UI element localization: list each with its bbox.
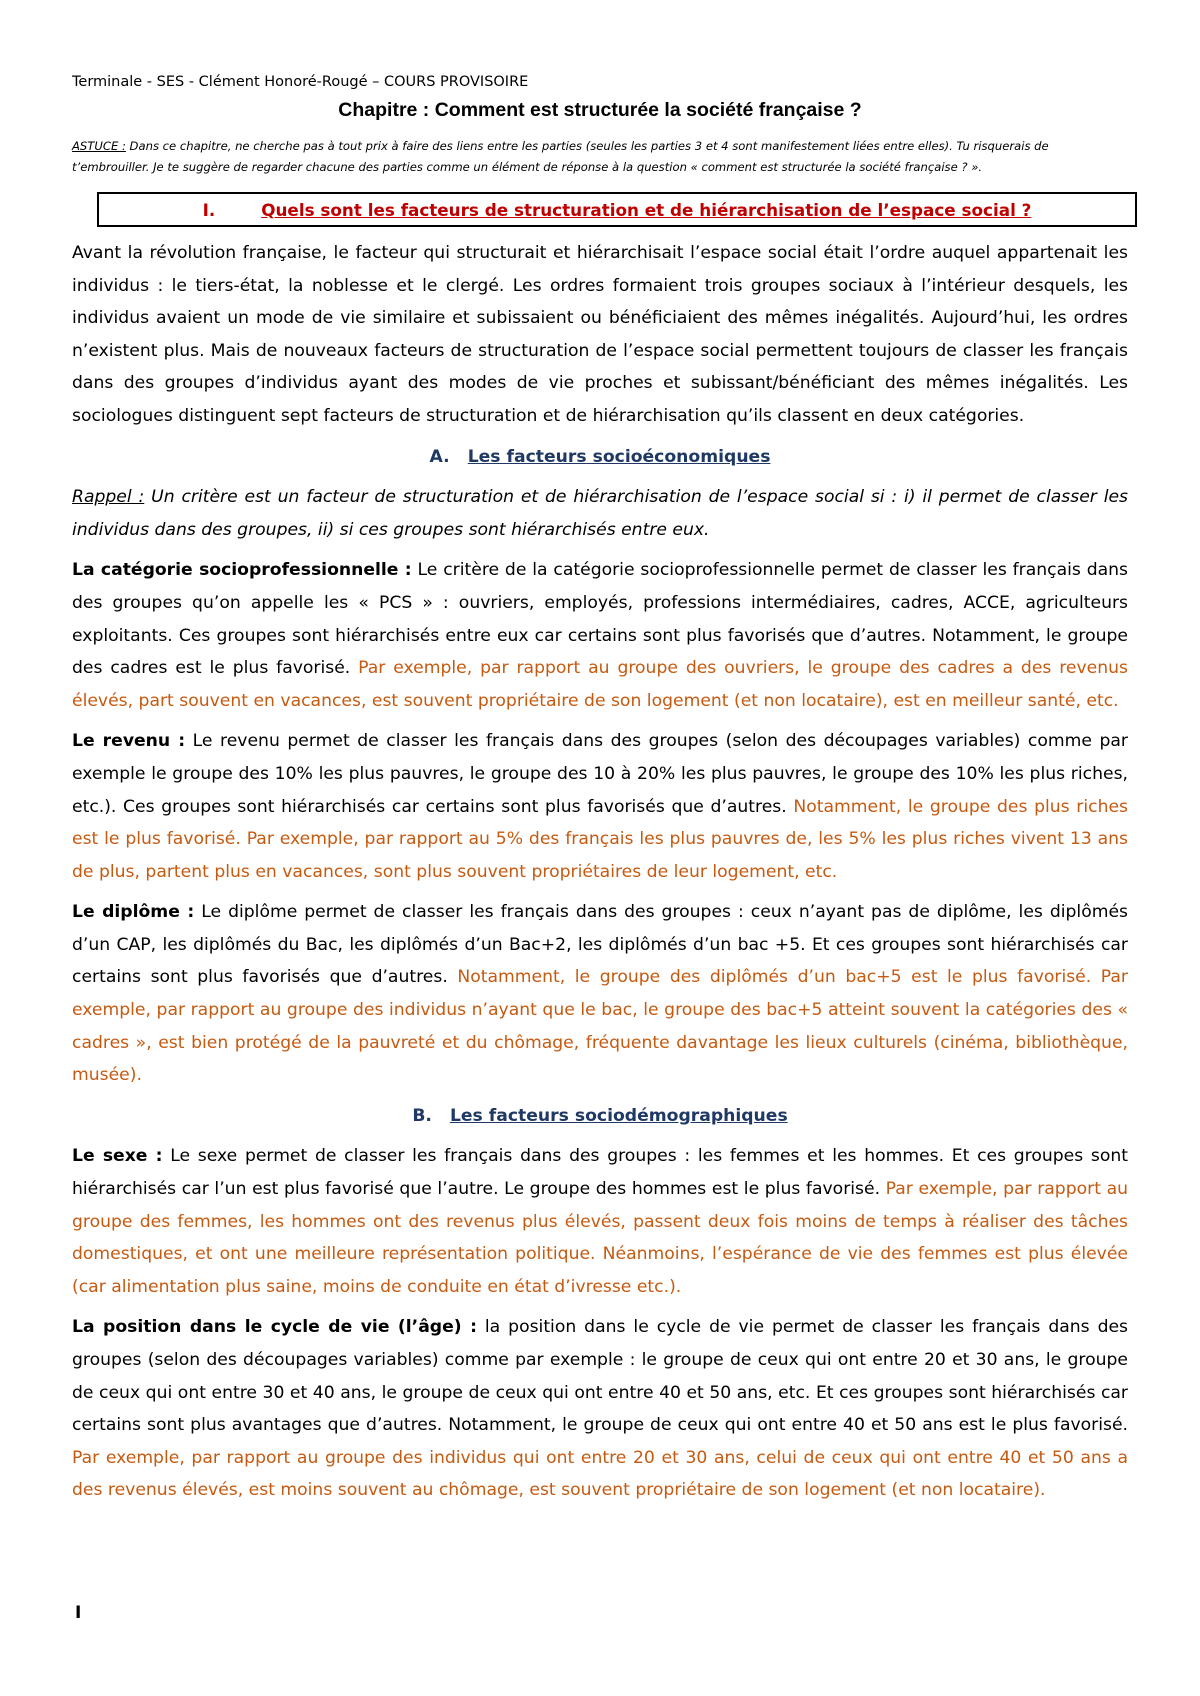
age-label: La position dans le cycle de vie (l’âge) :: [72, 1317, 477, 1338]
revenu-text: Le revenu permet de classer les français dans des groupes (selon des découpages variables) comme par exemple le groupe des 10% les plus pauvres, le groupe des 10 à 20% les plus pauvres, le groupe des 10% les plus riches, etc.). Ces groupes sont hiérarchisés car certains sont plus favorisés que d’autres.: [72, 731, 1128, 817]
diplome-text: Le diplôme permet de classer les français dans des groupes : ceux n’ayant pas de diplôme, les diplômés d’un CAP, les diplômés du Bac, les diplômés d’un Bac+2, les diplômés d’un bac +5. Et ces groupes sont hiérarchisés car certains sont plus favorisés que d’autres.: [72, 902, 1128, 988]
csp-label: La catégorie socioprofessionnelle :: [72, 560, 412, 581]
rappel-label: Rappel :: [72, 487, 145, 508]
astuce-label: ASTUCE :: [72, 139, 126, 153]
astuce-text: Dans ce chapitre, ne cherche pas à tout prix à faire des liens entre les parties (seules les parties 3 et 4 sont manifestement liées entre elles). Tu risquerais de t’embrouiller. Je te suggère de regarder chacune des parties comme un élément de réponse à la question « comment est structurée la société française ? ».: [72, 139, 1049, 174]
sexe-text: Le sexe permet de classer les français dans des groupes : les femmes et les hommes. Et ces groupes sont hiérarchisés car l’un est plus favorisé que l’autre. Le groupe des hommes est le plus favorisé.: [72, 1146, 1128, 1200]
page-mark: I: [75, 1603, 82, 1623]
astuce-note: [72, 136, 1128, 178]
age-example: Par exemple, par rapport au groupe des individus qui ont entre 20 et 30 ans, celui de ceux qui ont entre 40 et 50 ans a des revenus élevés, est moins souvent au chômage, est souvent propriétaire de son logement (et non locataire).: [72, 1447, 1128, 1501]
age-paragraph: [72, 1311, 1128, 1507]
section-number: I.: [202, 199, 216, 220]
subheading-a: [72, 441, 1128, 474]
diplome-example: Notamment, le groupe des diplômés d’un bac+5 est le plus favorisé. Par exemple, par rapport au groupe des individus n’ayant que le bac, le groupe des bac+5 atteint souvent la catégories des « cadres », est bien protégé de la pauvreté et du chômage, fréquente davantage les lieux culturels (cinéma, bibliothèque, musée).: [72, 967, 1128, 1086]
subheading-b-title: Les facteurs sociodémographiques: [449, 1105, 788, 1126]
intro-paragraph: Avant la révolution française, le facteur qui structurait et hiérarchisait l’espace social était l’ordre auquel appartenait les individus : le tiers-état, la noblesse et le clergé. Les ordres formaient trois groupes sociaux à l’intérieur desquels, les individus avaient un mode de vie similaire et subissaient ou bénéficiaient des mêmes inégalités. Aujourd’hui, les ordres n’existent plus. Mais de nouveaux facteurs de structuration de l’espace social permettent toujours de classer les français dans des groupes d’individus ayant des modes de vie proches et subissant/bénéficiant des mêmes inégalités. Les sociologues distinguent sept facteurs de structuration et de hiérarchisation qu’ils classent en deux catégories.: [72, 243, 1128, 426]
revenu-example: Notamment, le groupe des plus riches est le plus favorisé. Par exemple, par rapport au 5% des français les plus pauvres de, les 5% les plus riches vivent 13 ans de plus, partent plus en vacances, sont plus souvent propriétaires de leur logement, etc.: [72, 796, 1128, 882]
age-text: la position dans le cycle de vie permet de classer les français dans des groupes (selon des découpages variables) comme par exemple : le groupe de ceux qui ont entre 20 et 30 ans, le groupe de ceux qui ont entre 30 et 40 ans, le groupe de ceux qui ont entre 40 et 50 ans, etc. Et ces groupes sont hiérarchisés car certains sont plus avantages que d’autres. Notamment, le groupe de ceux qui ont entre 40 et 50 ans est le plus favorisé.: [72, 1317, 1129, 1436]
chapter-title: Chapitre : Comment est structurée la société française ?: [338, 99, 862, 121]
diplome-paragraph: [72, 896, 1128, 1092]
document-body: [72, 237, 1128, 1515]
subheading-a-number: A.: [429, 446, 450, 467]
diplome-label: Le diplôme :: [72, 902, 195, 923]
subheading-a-title: Les facteurs socioéconomiques: [467, 446, 771, 467]
sexe-label: Le sexe :: [72, 1146, 163, 1167]
sexe-paragraph: [72, 1140, 1128, 1303]
revenu-label: Le revenu :: [72, 731, 186, 752]
rappel-paragraph: [72, 481, 1128, 546]
subheading-b-number: B.: [412, 1105, 432, 1126]
csp-paragraph: [72, 554, 1128, 717]
course-header: Terminale - SES - Clément Honoré-Rougé – COURS PROVISOIRE: [72, 74, 529, 90]
subheading-b: [72, 1100, 1128, 1133]
rappel-text: Un critère est un facteur de structuration et de hiérarchisation de l’espace social si : i) il permet de classer les individus dans des groupes, ii) si ces groupes sont hiérarchisés entre eux.: [72, 487, 1128, 540]
sexe-example: Par exemple, par rapport au groupe des femmes, les hommes ont des revenus plus élevés, passent deux fois moins de temps à réaliser des tâches domestiques, et ont une meilleure représentation politique. Néanmoins, l’espérance de vie des femmes est plus élevée (car alimentation plus saine, moins de conduite en état d’ivresse etc.).: [72, 1179, 1129, 1297]
revenu-paragraph: [72, 725, 1128, 888]
section-heading-box: [97, 192, 1137, 227]
section-title: Quels sont les facteurs de structuration et de hiérarchisation de l’espace social ?: [261, 199, 1032, 220]
csp-example: Par exemple, par rapport au groupe des ouvriers, le groupe des cadres a des revenus élevés, part souvent en vacances, est souvent propriétaire de son logement (et non locataire), est en meilleur santé, etc.: [72, 658, 1128, 711]
csp-text: Le critère de la catégorie socioprofessionnelle permet de classer les français dans des groupes qu’on appelle les « PCS » : ouvriers, employés, professions intermédiaires, cadres, ACCE, agriculteurs exploitants. Ces groupes sont hiérarchisés entre eux car certains sont plus favorisés que d’autres. Notamment, le groupe des cadres est le plus favorisé.: [72, 560, 1128, 679]
